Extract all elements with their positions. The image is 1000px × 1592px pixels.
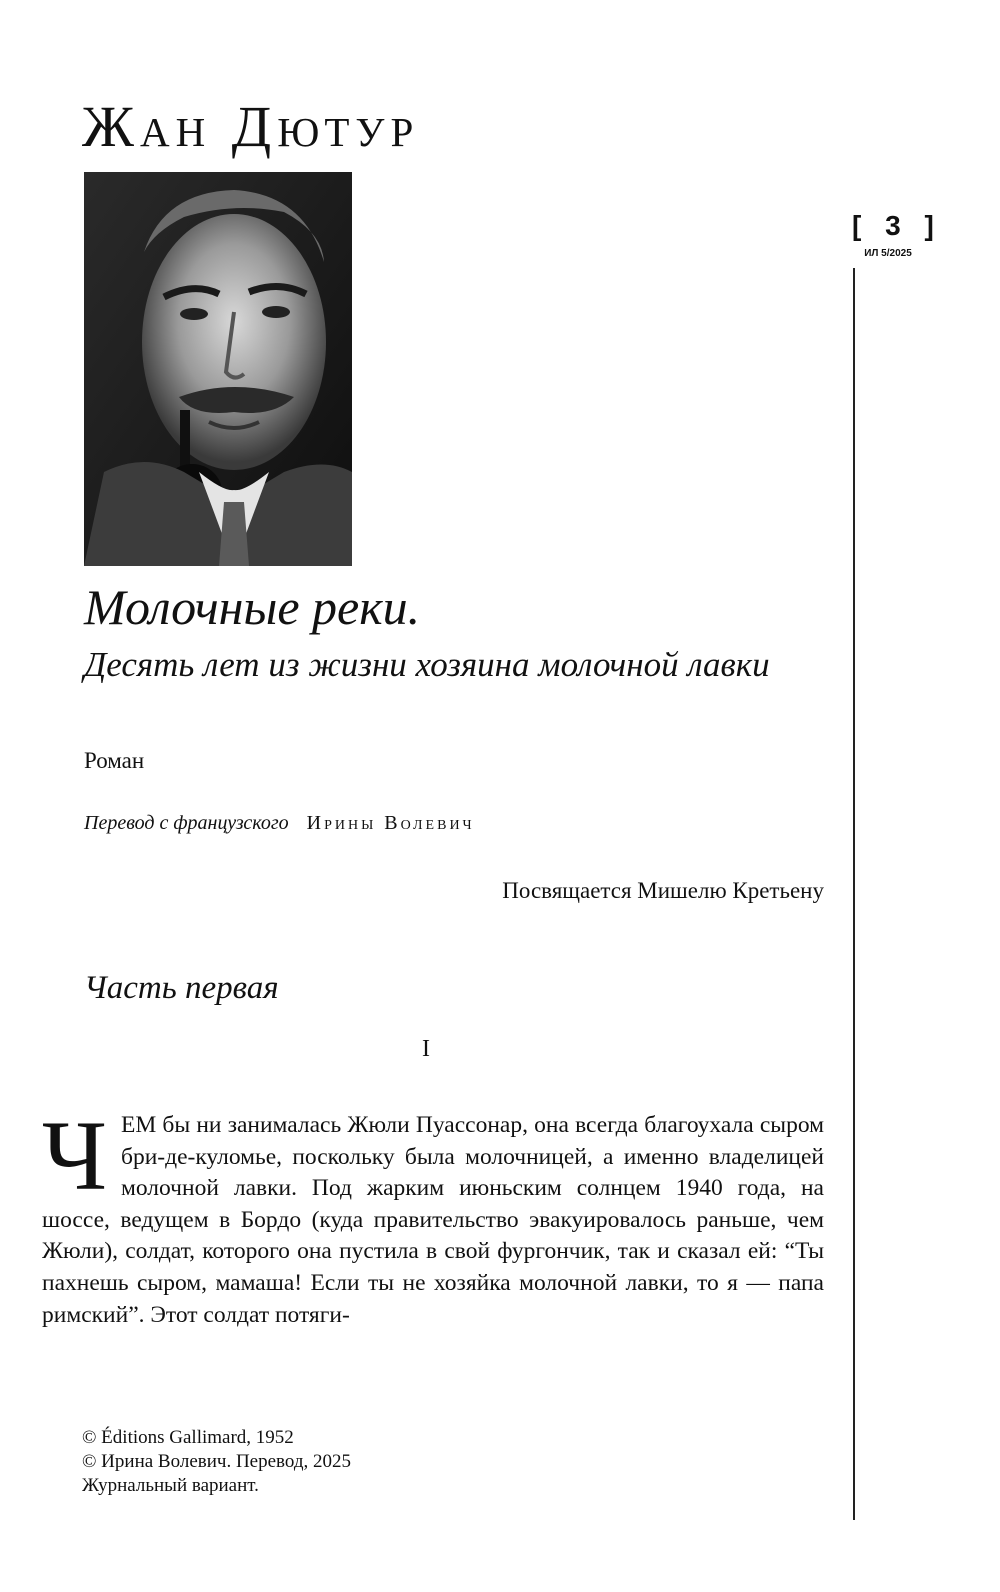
translation-label: Перевод с французского <box>84 812 289 834</box>
margin-rule <box>853 268 855 1520</box>
body-paragraph <box>42 1100 824 1331</box>
dedication: Посвящается Мишелю Кретьену <box>502 878 824 903</box>
part-title: Часть первая <box>84 970 279 1006</box>
author-name: Жан Дютур <box>82 94 420 159</box>
page-number: [ 3 ] <box>852 210 942 241</box>
author-portrait <box>84 172 352 566</box>
page-marker <box>852 210 942 259</box>
translator-name: Ирины Волевич <box>306 812 475 834</box>
issue-label: ИЛ 5/2025 <box>864 248 912 259</box>
portrait-photo-icon <box>84 172 352 566</box>
copyright-block <box>82 1426 351 1498</box>
body-paragraph-text: ЕМ бы ни занималась Жюли Пуассонар, она всегда благоухала сыром бри-де-куломье, поскольку была молочницей, а именно владелицей молочной лавки. Под жарким июньским солнцем 1940 года, на шоссе, ведущем в Бордо (куда правительство эвакуировалось раньше, чем Жюли), солдат, которого она пустила в свой фургончик, так и сказал ей: “Ты пахнешь сыром, мамаша! Если ты не хозяйка молочной лавки, то я — папа римский”. Этот солдат потяги- <box>42 1112 824 1328</box>
genre-label: Роман <box>84 748 145 773</box>
copyright-translation: © Ирина Волевич. Перевод, 2025 <box>82 1451 352 1472</box>
work-subtitle: Десять лет из жизни хозяина молочной лавки <box>84 645 770 684</box>
chapter-number: I <box>422 1036 430 1062</box>
translation-credit <box>84 812 475 835</box>
edition-note: Журнальный вариант. <box>82 1475 259 1496</box>
drop-cap: Ч <box>42 1100 107 1211</box>
work-title: Молочные реки. <box>84 579 421 635</box>
copyright-publisher: © Éditions Gallimard, 1952 <box>82 1427 294 1448</box>
